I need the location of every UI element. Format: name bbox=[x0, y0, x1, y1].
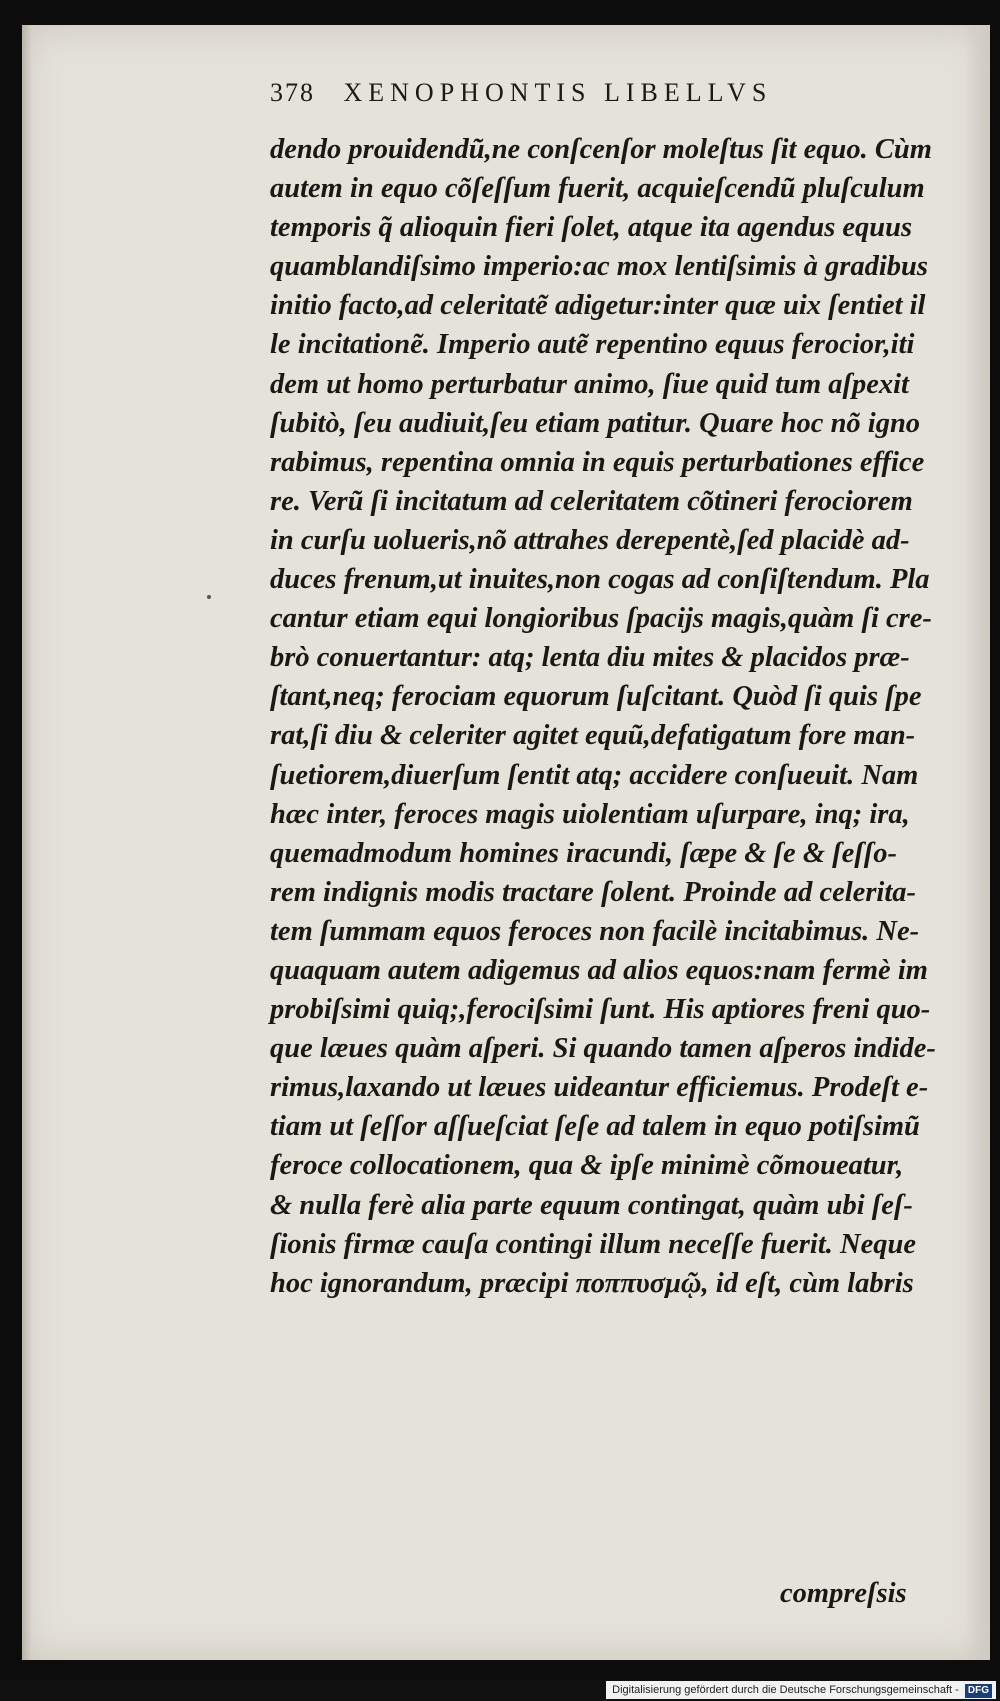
paper-speck bbox=[207, 595, 211, 599]
text-line: tiam ut ſeſſor aſſueſciat ſeſe ad talem in equo potiſsimũ bbox=[270, 1111, 920, 1143]
text-line: le incitationẽ. Imperio autẽ repentino equus ferocior,iti bbox=[270, 329, 915, 361]
dfg-logo: DFG bbox=[965, 1684, 992, 1698]
text-line: quaquam autem adigemus ad alios equos:nam fermè im bbox=[270, 954, 928, 986]
text-line: brò conuertantur: atq; lenta diu mites & placidos præ- bbox=[270, 642, 910, 674]
text-line: ſubitò, ſeu audiuit,ſeu etiam patitur. Quare hoc nõ igno bbox=[270, 407, 921, 439]
text-line: rat,ſi diu & celeriter agitet equũ,defatigatum fore man- bbox=[270, 720, 916, 752]
text-line: hoc ignorandum, præcipi ποππυσμῷ, id eſt, cùm labris bbox=[270, 1267, 914, 1299]
running-title: XENOPHONTIS LIBELLVS bbox=[343, 78, 773, 107]
text-line: re. Verũ ſi incitatum ad celeritatem cõtineri ferociorem bbox=[270, 485, 913, 517]
text-line: rem indignis modis tractare ſolent. Proinde ad celerita- bbox=[270, 876, 916, 908]
text-line: ſtant,neq; ferociam equorum ſuſcitant. Quòd ſi quis ſpe bbox=[270, 681, 922, 713]
credit-text: Digitalisierung gefördert durch die Deutsche Forschungsgemeinschaft - bbox=[612, 1684, 959, 1696]
text-line: probiſsimi quiq;,ferociſsimi ſunt. His aptiores freni quo- bbox=[270, 994, 931, 1026]
running-head bbox=[270, 78, 890, 118]
text-line: tem ſummam equos feroces non facilè incitabimus. Ne- bbox=[270, 915, 920, 947]
text-line: duces frenum,ut inuites,non cogas ad conſiſtendum. Pla bbox=[270, 564, 930, 596]
text-line: initio facto,ad celeritatẽ adigetur:inter quæ uix ſentiet il bbox=[270, 290, 926, 322]
page-edge-shadow bbox=[964, 25, 990, 1660]
text-line: autem in equo cõſeſſum fuerit, acquieſcendũ pluſculum bbox=[270, 173, 925, 205]
text-line: ſuetiorem,diuerſum ſentit atq; accidere conſueuit. Nam bbox=[270, 759, 919, 791]
text-line: ſionis firmæ cauſa contingi illum neceſſe fuerit. Neque bbox=[270, 1228, 916, 1260]
text-line: dendo prouidendũ,ne conſcenſor moleſtus ſit equo. Cùm bbox=[270, 134, 932, 165]
catchword: compreſsis bbox=[780, 1578, 907, 1609]
page-number: 378 bbox=[270, 78, 315, 107]
text-line: quemadmodum homines iracundi, ſæpe & ſe & ſeſſo- bbox=[270, 837, 897, 869]
text-line: quamblandiſsimo imperio:ac mox lentiſsimis à gradibus bbox=[270, 251, 928, 283]
text-line: in curſu uolueris,nõ attrahes derepentè,ſed placidè ad- bbox=[270, 524, 910, 556]
text-line: rimus,laxando ut læues uideantur efficiemus. Prodeſt e- bbox=[270, 1072, 929, 1104]
text-line: feroce collocationem, qua & ipſe minimè cõmoueatur, bbox=[270, 1150, 904, 1182]
digitization-credit bbox=[606, 1681, 996, 1699]
text-line: rabimus, repentina omnia in equis perturbationes effice bbox=[270, 446, 925, 478]
text-line: que læues quàm aſperi. Si quando tamen aſperos indide- bbox=[270, 1033, 936, 1065]
page-gutter-shadow bbox=[22, 25, 32, 1660]
text-line: & nulla ferè alia parte equum contingat, quàm ubi ſeſ- bbox=[270, 1189, 913, 1221]
text-line: dem ut homo perturbatur animo, ſiue quid tum aſpexit bbox=[270, 368, 909, 400]
text-line: temporis q̃ alioquin fieri ſolet, atque ita agendus equus bbox=[270, 212, 913, 244]
body-text bbox=[270, 130, 950, 1303]
text-line: cantur etiam equi longioribus ſpacijs magis,quàm ſi cre- bbox=[270, 603, 932, 635]
text-line: hæc inter, feroces magis uiolentiam uſurpare, inq; ira, bbox=[270, 798, 910, 830]
